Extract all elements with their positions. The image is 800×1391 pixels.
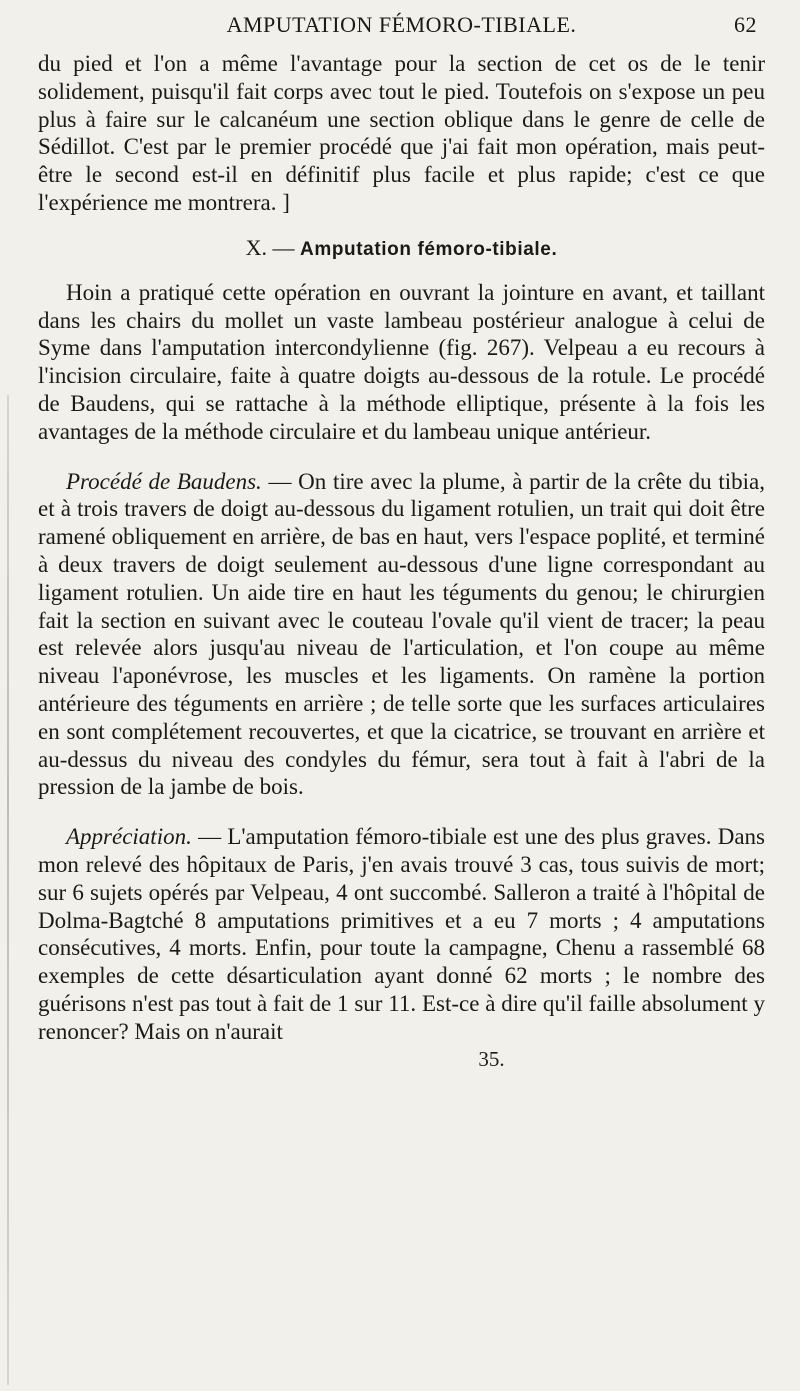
section-heading — [38, 235, 765, 261]
paragraph-gap — [38, 446, 765, 468]
appreciation-heading: Appréciation. — [66, 824, 192, 850]
paragraph-4 — [38, 823, 765, 1045]
paragraph-3-text: — On tire avec la plume, à partir de la crête du tibia, et à trois travers de doigt au-dessous du ligament rotulien, un trait qui doit être ramené obliquement en arrière, de bas en haut, vers l'espace poplité, et terminé à deux travers de doigt seulement au-dessous d'une ligne correspondant au ligament rotulien. Un aide tire en haut les téguments du genou; le chirurgien fait la section en suivant avec le couteau l'ovale qu'il vient de tracer; la peau est relevée alors jusqu'au niveau de l'articulation, et l'on coupe au même niveau l'aponévrose, les muscles et les ligaments. On ramène la portion antérieure des téguments en arrière ; de telle sorte que les surfaces articulaires en sont complétement recouvertes, et que la cicatrice, se trouvant en arrière et au-dessus du niveau des condyles du fémur, sera tout à fait à l'abri de la pression de la jambe de bois. — [38, 468, 765, 800]
paragraph-1: du pied et l'on a même l'avantage pour la section de cet os de le tenir solidement, puisqu'il fait corps avec tout le pied. Toutefois on s'expose un peu plus à faire sur le calcanéum une section oblique dans le genre de celle de Sédillot. C'est par le premier procédé que j'ai fait mon opération, mais peut-être le second est-il en définitif plus facile et plus rapide; c'est ce que l'expérience me montrera. ] — [38, 51, 765, 215]
page-number: 62 — [734, 12, 757, 37]
running-head-title: AMPUTATION FÉMORO-TIBIALE. — [226, 12, 577, 37]
signature-mark: 35. — [478, 1046, 505, 1071]
paragraph-4-text: — L'amputation fémoro-tibiale est une des plus graves. Dans mon relevé des hôpitaux de Paris, j'en avais trouvé 3 cas, tous suivis de mort; sur 6 sujets opérés par Velpeau, 4 ont succombé. Salleron a traité à l'hôpital de Dolma-Bagtché 8 amputations primitives et a eu 7 morts ; 4 amputations consécutives, 4 morts. Enfin, pour toute la campagne, Chenu a rassemblé 68 exemples de cette désarticulation ayant donné 62 morts ; le nombre des guérisons n'est pas tout à fait de 1 sur 11. Est-ce à dire qu'il faille absolument y renoncer? Mais on n'aurait — [38, 824, 765, 1044]
paragraph-gap — [38, 801, 765, 823]
running-head — [38, 0, 765, 50]
section-title: Amputation fémoro-tibiale. — [300, 238, 558, 260]
paragraph-2: Hoin a pratiqué cette opération en ouvrant la jointure en avant, et taillant dans les chairs du mollet un vaste lambeau postérieur analogue à celui de Syme dans l'amputation intercondylienne (fig. 267). Velpeau a eu recours à l'incision circulaire, faite à quatre doigts au-dessous de la rotule. Le procédé de Baudens, qui se rattache à la méthode elliptique, présente à la fois les avantages de la méthode circulaire et du lambeau unique antérieur. — [38, 279, 765, 444]
procedure-heading: Procédé de Baudens. — [66, 468, 262, 494]
section-number: X. — — [245, 234, 295, 260]
paragraph-3 — [38, 468, 765, 802]
